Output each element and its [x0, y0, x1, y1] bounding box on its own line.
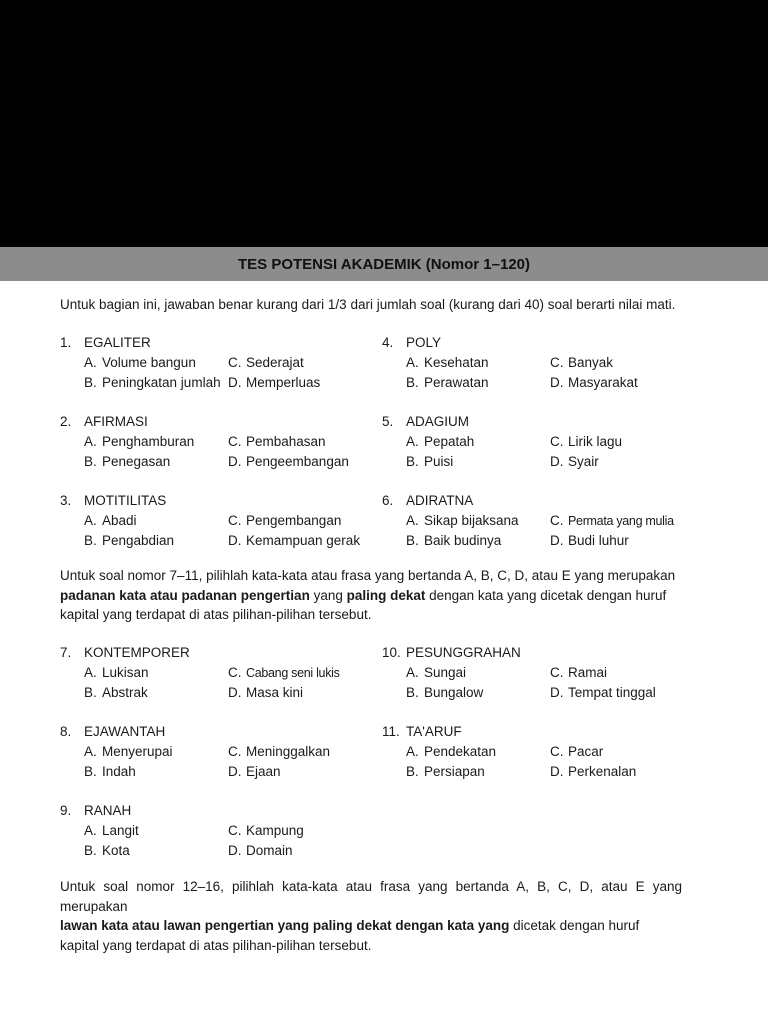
option-d	[550, 683, 656, 703]
question-word: AFIRMASI	[84, 414, 148, 429]
option-letter: D.	[550, 533, 564, 548]
option-text: Kota	[102, 843, 130, 858]
option-letter: B.	[406, 533, 419, 548]
question-word: KONTEMPORER	[84, 645, 190, 660]
question-number: 4.	[382, 335, 394, 350]
option-a	[406, 353, 489, 373]
option-b	[84, 683, 148, 703]
question-number: 10.	[382, 645, 401, 660]
section3-tail: dicetak dengan huruf	[509, 918, 640, 933]
option-d	[550, 373, 638, 393]
option-text: Sungai	[424, 665, 467, 680]
option-letter: A.	[406, 355, 419, 370]
question-number: 6.	[382, 493, 394, 508]
option-text: Pengembangan	[246, 513, 342, 528]
section2-instructions	[60, 566, 682, 625]
option-text: Ejaan	[246, 764, 281, 779]
option-text: Kemampuan gerak	[246, 533, 361, 548]
option-letter: A.	[84, 434, 97, 449]
option-letter: B.	[84, 375, 97, 390]
question-number: 9.	[60, 803, 72, 818]
option-a	[84, 432, 194, 452]
option-letter: D.	[550, 685, 564, 700]
option-a	[84, 511, 137, 531]
question-number: 3.	[60, 493, 72, 508]
option-c	[228, 511, 341, 531]
option-c	[550, 511, 674, 531]
question-word: EJAWANTAH	[84, 724, 166, 739]
section3-line2	[60, 916, 682, 936]
option-letter: C.	[550, 744, 564, 759]
question-number: 7.	[60, 645, 72, 660]
option-text: Sederajat	[246, 355, 304, 370]
option-text: Domain	[246, 843, 293, 858]
option-letter: C.	[228, 823, 242, 838]
option-c	[228, 742, 330, 762]
option-d	[228, 683, 303, 703]
option-b	[406, 762, 485, 782]
option-letter: A.	[84, 823, 97, 838]
section3-bold1: lawan kata atau lawan pengertian yang paling dekat dengan kata yang	[60, 918, 510, 933]
option-text: Menyerupai	[102, 744, 173, 759]
question-number: 11.	[382, 724, 400, 739]
question-word: PESUNGGRAHAN	[406, 645, 521, 660]
option-letter: A.	[406, 665, 419, 680]
option-a	[406, 511, 519, 531]
option-text: Peningkatan jumlah	[102, 375, 221, 390]
option-text: Abstrak	[102, 685, 148, 700]
option-letter: D.	[228, 375, 242, 390]
title-bar	[0, 247, 768, 281]
option-letter: B.	[84, 685, 97, 700]
question-word: TA'ARUF	[406, 724, 462, 739]
option-letter: C.	[550, 665, 564, 680]
option-text: Meninggalkan	[246, 744, 331, 759]
option-c	[550, 432, 622, 452]
option-letter: C.	[228, 355, 242, 370]
option-letter: B.	[84, 843, 97, 858]
section2-mid: yang	[309, 587, 347, 603]
section2-line1: Untuk soal nomor 7–11, pilihlah kata-kata atau frasa yang bertanda A, B, C, D, atau E yang merupakan	[60, 568, 676, 583]
option-letter: B.	[84, 533, 97, 548]
intro-text: Untuk bagian ini, jawaban benar kurang dari 1/3 dari jumlah soal (kurang dari 40) soal berarti nilai mati.	[60, 297, 676, 312]
option-text: Baik budinya	[424, 533, 502, 548]
option-c	[550, 663, 607, 683]
option-text: Syair	[568, 454, 599, 469]
option-text: Pendekatan	[424, 744, 497, 759]
option-text: Perawatan	[424, 375, 489, 390]
black-header-area	[0, 0, 768, 247]
option-letter: B.	[84, 454, 97, 469]
option-text: Lukisan	[102, 665, 149, 680]
option-text: Pepatah	[424, 434, 475, 449]
option-text: Langit	[102, 823, 139, 838]
section2-bold2: paling dekat	[346, 587, 426, 603]
question-word: RANAH	[84, 803, 132, 818]
option-c	[228, 821, 304, 841]
option-b	[406, 683, 483, 703]
option-c	[228, 663, 340, 683]
option-text: Kampung	[246, 823, 304, 838]
option-text: Masa kini	[246, 685, 304, 700]
option-d	[550, 762, 636, 782]
question-number: 5.	[382, 414, 394, 429]
option-b	[406, 452, 453, 472]
option-text: Persiapan	[424, 764, 485, 779]
option-text: Volume bangun	[102, 355, 196, 370]
option-b	[406, 531, 501, 551]
option-letter: D.	[228, 685, 242, 700]
option-letter: C.	[228, 513, 242, 528]
option-text: Cabang seni lukis	[246, 666, 340, 680]
option-c	[550, 742, 603, 762]
option-a	[84, 821, 139, 841]
option-letter: A.	[406, 434, 419, 449]
option-d	[228, 531, 360, 551]
option-c	[228, 432, 326, 452]
option-a	[84, 742, 173, 762]
question-number: 8.	[60, 724, 72, 739]
option-d	[550, 452, 599, 472]
option-letter: C.	[228, 434, 242, 449]
option-letter: C.	[228, 744, 242, 759]
option-text: Memperluas	[246, 375, 321, 390]
option-text: Tempat tinggal	[568, 685, 656, 700]
option-letter: D.	[228, 843, 242, 858]
option-a	[406, 742, 496, 762]
option-b	[84, 373, 221, 393]
option-a	[84, 353, 196, 373]
option-letter: A.	[84, 665, 97, 680]
option-a	[406, 432, 474, 452]
option-letter: C.	[550, 513, 564, 528]
option-c	[228, 353, 304, 373]
option-a	[84, 663, 149, 683]
option-text: Budi luhur	[568, 533, 629, 548]
question-number: 2.	[60, 414, 72, 429]
option-letter: C.	[550, 434, 564, 449]
option-text: Pengabdian	[102, 533, 175, 548]
section2-bold1: padanan kata atau padanan pengertian	[60, 587, 310, 603]
option-text: Penghamburan	[102, 434, 195, 449]
question-word: MOTITILITAS	[84, 493, 167, 508]
section3-line1: Untuk soal nomor 12–16, pilihlah kata-kata atau frasa yang bertanda A, B, C, D, atau E yang merupakan	[60, 879, 682, 914]
option-text: Ramai	[568, 665, 608, 680]
option-letter: B.	[406, 375, 419, 390]
option-text: Masyarakat	[568, 375, 638, 390]
section2-line2	[60, 586, 682, 606]
option-b	[84, 762, 136, 782]
option-d	[228, 762, 281, 782]
question-word: EGALITER	[84, 335, 151, 350]
option-letter: D.	[550, 454, 564, 469]
option-d	[228, 841, 293, 861]
option-text: Sikap bijaksana	[424, 513, 519, 528]
section3-instructions	[60, 877, 682, 955]
option-letter: A.	[84, 513, 97, 528]
option-letter: A.	[84, 355, 97, 370]
option-text: Perkenalan	[568, 764, 637, 779]
option-b	[84, 841, 130, 861]
option-a	[406, 663, 466, 683]
option-b	[84, 531, 174, 551]
page-title: TES POTENSI AKADEMIK (Nomor 1–120)	[238, 255, 530, 273]
option-text: Lirik lagu	[568, 434, 623, 449]
option-text: Bungalow	[424, 685, 484, 700]
option-d	[550, 531, 629, 551]
section2-tail: dengan kata yang dicetak dengan huruf	[425, 587, 667, 603]
question-word: POLY	[406, 335, 442, 350]
option-b	[84, 452, 170, 472]
option-text: Kesehatan	[424, 355, 489, 370]
option-letter: D.	[228, 764, 242, 779]
option-letter: D.	[228, 533, 242, 548]
section3-line3: kapital yang terdapat di atas pilihan-pilihan tersebut.	[60, 937, 372, 953]
option-text: Penegasan	[102, 454, 171, 469]
option-letter: C.	[228, 665, 242, 680]
option-text: Pacar	[568, 744, 604, 759]
option-text: Indah	[102, 764, 136, 779]
option-letter: D.	[228, 454, 242, 469]
option-letter: C.	[550, 355, 564, 370]
question-word: ADAGIUM	[406, 414, 470, 429]
section2-line3: kapital yang terdapat di atas pilihan-pilihan tersebut.	[60, 607, 372, 622]
option-text: Banyak	[568, 355, 614, 370]
option-text: Pembahasan	[246, 434, 326, 449]
option-letter: B.	[406, 764, 419, 779]
option-letter: B.	[406, 685, 419, 700]
option-text: Puisi	[424, 454, 454, 469]
option-d	[228, 452, 349, 472]
option-letter: B.	[406, 454, 419, 469]
question-number: 1.	[60, 335, 72, 350]
option-text: Pengeembangan	[246, 454, 349, 469]
option-letter: B.	[84, 764, 97, 779]
option-letter: D.	[550, 764, 564, 779]
option-letter: A.	[406, 744, 419, 759]
option-letter: A.	[84, 744, 97, 759]
option-letter: A.	[406, 513, 419, 528]
option-d	[228, 373, 320, 393]
option-text: Abadi	[102, 513, 137, 528]
option-letter: D.	[550, 375, 564, 390]
question-word: ADIRATNA	[406, 493, 474, 508]
option-b	[406, 373, 489, 393]
option-text: Permata yang mulia	[568, 514, 674, 528]
option-c	[550, 353, 613, 373]
